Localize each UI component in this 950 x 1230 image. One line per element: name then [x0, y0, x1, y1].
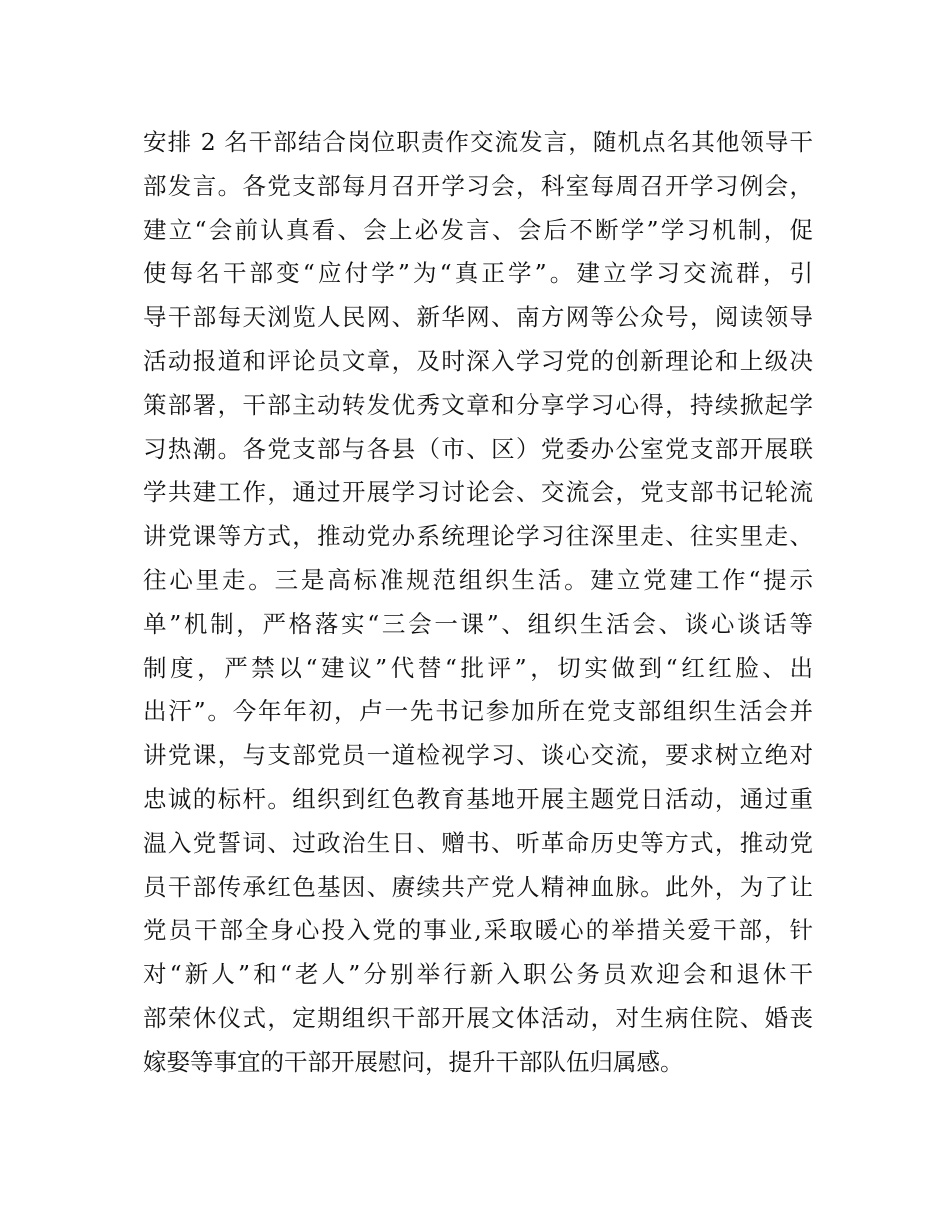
text-line: 单”机制，严格落实“三会一课”、组织生活会、谈心谈话等: [143, 609, 813, 638]
body-paragraph: [143, 121, 813, 1085]
text-line: 讲党课，与支部党员一道检视学习、谈心交流，要求树立绝对: [143, 741, 813, 770]
text-line: 学共建工作，通过开展学习讨论会、交流会，党支部书记轮流: [143, 478, 813, 507]
text-line: 活动报道和评论员文章，及时深入学习党的创新理论和上级决: [143, 346, 813, 375]
text-line: 出汗”。今年年初，卢一先书记参加所在党支部组织生活会并: [143, 697, 813, 726]
text-line: 习热潮。各党支部与各县（市、区）党委办公室党支部开展联: [143, 434, 813, 463]
text-line: 部发言。各党支部每月召开学习会，科室每周召开学习例会，: [143, 171, 813, 200]
text-line: 使每名干部变“应付学”为“真正学”。建立学习交流群，引: [143, 259, 813, 288]
text-line: 部荣休仪式，定期组织干部开展文体活动，对生病住院、婚丧: [143, 1003, 813, 1032]
text-line: 建立“会前认真看、会上必发言、会后不断学”学习机制，促: [143, 215, 813, 244]
text-line: 策部署，干部主动转发优秀文章和分享学习心得，持续掀起学: [143, 390, 813, 419]
text-line: 温入党誓词、过政治生日、赠书、听革命历史等方式，推动党: [143, 828, 813, 857]
text-line: 制度，严禁以“建议”代替“批评”，切实做到“红红脸、出: [143, 653, 813, 682]
text-line: 嫁娶等事宜的干部开展慰问，提升干部队伍归属感。: [143, 1047, 684, 1076]
text-line: 安排 2 名干部结合岗位职责作交流发言，随机点名其他领导干: [143, 128, 813, 156]
text-line: 往心里走。三是高标准规范组织生活。建立党建工作“提示: [143, 565, 813, 594]
text-line: 对“新人”和“老人”分别举行新入职公务员欢迎会和退休干: [143, 960, 813, 989]
text-line: 讲党课等方式，推动党办系统理论学习往深里走、往实里走、: [143, 522, 813, 551]
text-line: 党员干部全身心投入党的事业,采取暖心的举措关爱干部，针: [143, 916, 813, 945]
text-line: 忠诚的标杆。组织到红色教育基地开展主题党日活动，通过重: [143, 784, 813, 813]
text-line: 员干部传承红色基因、赓续共产党人精神血脉。此外，为了让: [143, 872, 813, 901]
text-line: 导干部每天浏览人民网、新华网、南方网等公众号，阅读领导: [143, 303, 813, 332]
